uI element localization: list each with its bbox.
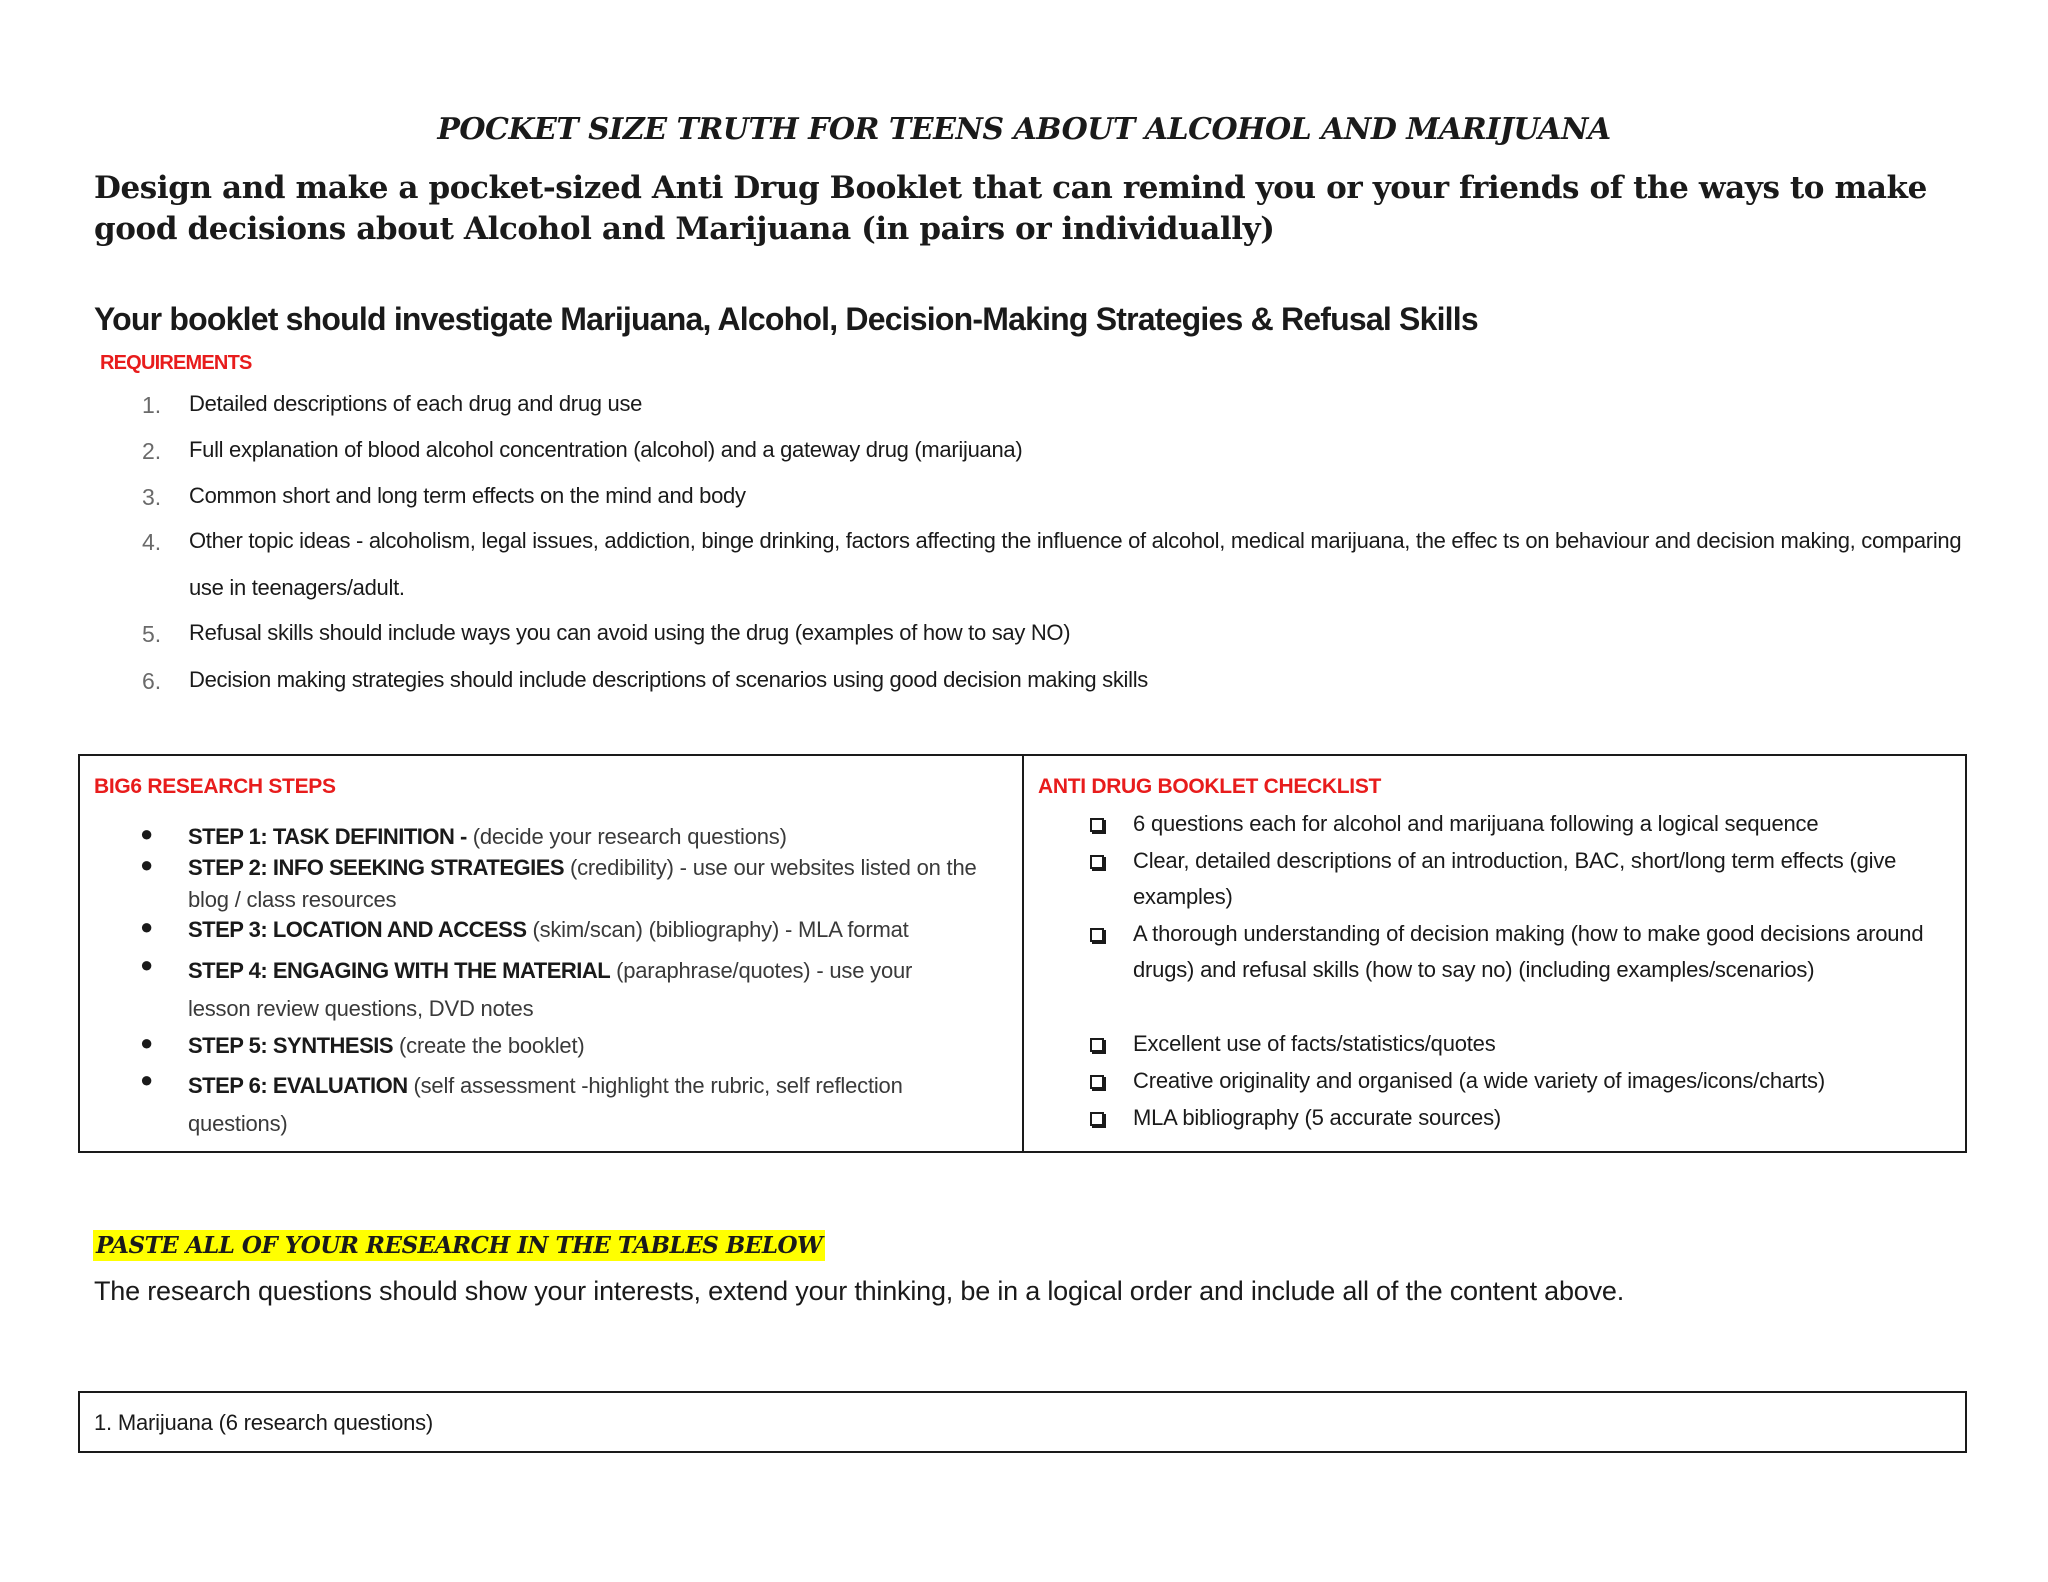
step-name: STEP 1: TASK DEFINITION - bbox=[188, 824, 467, 849]
bullet-icon: ● bbox=[140, 1067, 154, 1092]
step-name: STEP 4: ENGAGING WITH THE MATERIAL bbox=[188, 958, 611, 983]
list-text: Detailed descriptions of each drug and drug use bbox=[189, 391, 643, 416]
step-name: STEP 2: INFO SEEKING STRATEGIES bbox=[188, 855, 565, 880]
list-number: 2. bbox=[142, 438, 162, 464]
section-heading: Your booklet should investigate Marijuana, Alcohol, Decision-Making Strategies & Refusal Skills bbox=[94, 301, 1478, 337]
bullet-icon: ● bbox=[140, 852, 154, 877]
requirements-label: REQUIREMENTS bbox=[100, 352, 252, 374]
step-description: (paraphrase/quotes) - use your lesson review questions, DVD notes bbox=[188, 958, 913, 1021]
checklist-text: Excellent use of facts/statistics/quotes bbox=[1133, 1031, 1496, 1056]
list-text: Common short and long term effects on the mind and body bbox=[189, 483, 746, 508]
checklist-text: MLA bibliography (5 accurate sources) bbox=[1133, 1105, 1502, 1130]
step-description: (skim/scan) (bibliography) - MLA format bbox=[526, 917, 909, 942]
checkbox-icon bbox=[1090, 1038, 1104, 1052]
list-number: 4. bbox=[142, 529, 162, 555]
list-text: Refusal skills should include ways you can avoid using the drug (examples of how to say NO) bbox=[189, 620, 1071, 645]
checkbox-icon bbox=[1090, 1075, 1104, 1089]
list-text: Other topic ideas - alcoholism, legal issues, addiction, binge drinking, factors affecting the influence of alcohol, medical marijuana, the effec ts on behaviour and decision making, comparing use in teenagers/adult. bbox=[189, 528, 1962, 600]
checklist-title: ANTI DRUG BOOKLET CHECKLIST bbox=[1038, 775, 1382, 798]
checkbox-icon bbox=[1090, 855, 1104, 869]
step-description: (decide your research questions) bbox=[466, 824, 787, 849]
step-description: (credibility) - use our websites listed on the blog / class resources bbox=[188, 855, 977, 912]
list-number: 3. bbox=[142, 484, 162, 510]
step-description: (self assessment -highlight the rubric, self reflection questions) bbox=[188, 1073, 903, 1136]
list-number: 5. bbox=[142, 621, 162, 647]
checkbox-icon bbox=[1090, 1112, 1104, 1126]
list-number: 6. bbox=[142, 668, 162, 694]
list-text: Full explanation of blood alcohol concentration (alcohol) and a gateway drug (marijuana) bbox=[189, 437, 1023, 462]
marijuana-table-label: 1. Marijuana (6 research questions) bbox=[94, 1410, 434, 1435]
research-instructions: The research questions should show your interests, extend your thinking, be in a logical order and include all of the content above. bbox=[94, 1276, 1625, 1306]
bullet-icon: ● bbox=[140, 952, 154, 977]
checkbox-icon bbox=[1090, 818, 1104, 832]
checklist-text: 6 questions each for alcohol and marijuana following a logical sequence bbox=[1133, 811, 1819, 836]
intro-text: Design and make a pocket-sized Anti Drug Booklet that can remind you or your friends of the ways to make good decisions about Alcohol and Marijuana (in pairs or individually) bbox=[94, 170, 1927, 247]
big6-title: BIG6 RESEARCH STEPS bbox=[94, 775, 336, 798]
page-title: POCKET SIZE TRUTH FOR TEENS ABOUT ALCOHOL AND MARIJUANA bbox=[437, 112, 1611, 147]
table-divider bbox=[1022, 754, 1024, 1153]
list-number: 1. bbox=[142, 392, 162, 418]
step-name: STEP 5: SYNTHESIS bbox=[188, 1033, 394, 1058]
checklist-text: A thorough understanding of decision making (how to make good decisions around drugs) and refusal skills (how to say no) (including examples/scenarios) bbox=[1133, 921, 1924, 982]
bullet-icon: ● bbox=[140, 914, 154, 939]
step-description: (create the booklet) bbox=[393, 1033, 585, 1058]
checkbox-icon bbox=[1090, 928, 1104, 942]
checklist-text: Clear, detailed descriptions of an introduction, BAC, short/long term effects (give examples) bbox=[1133, 848, 1897, 909]
checklist-text: Creative originality and organised (a wide variety of images/icons/charts) bbox=[1133, 1068, 1825, 1093]
bullet-icon: ● bbox=[140, 1030, 154, 1055]
list-text: Decision making strategies should include descriptions of scenarios using good decision making skills bbox=[189, 667, 1148, 692]
research-highlight: PASTE ALL OF YOUR RESEARCH IN THE TABLES BELOW bbox=[93, 1230, 825, 1261]
step-name: STEP 6: EVALUATION bbox=[188, 1073, 408, 1098]
bullet-icon: ● bbox=[140, 821, 154, 846]
step-name: STEP 3: LOCATION AND ACCESS bbox=[188, 917, 527, 942]
